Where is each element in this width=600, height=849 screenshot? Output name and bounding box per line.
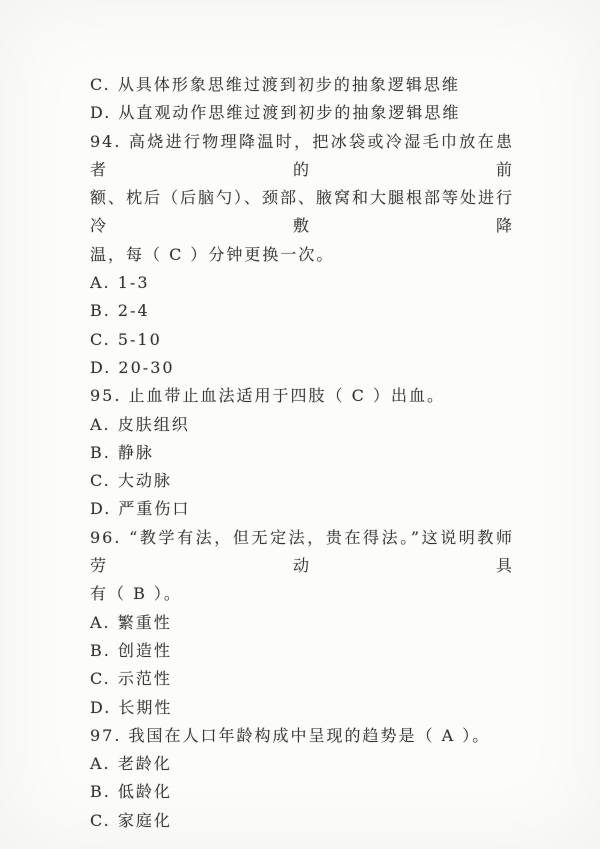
- question-97-option-a: A. 老龄化: [90, 754, 172, 774]
- prev-question-option-d: D. 从直观动作思维过渡到初步的抽象逻辑思维: [90, 103, 461, 123]
- question-97-option-c: C. 家庭化: [90, 810, 172, 830]
- question-94-option-b: B. 2-4: [90, 301, 150, 321]
- prev-question-option-c: C. 从具体形象思维过渡到初步的抽象逻辑思维: [90, 75, 460, 94]
- question-95-option-c: C. 大动脉: [90, 471, 172, 491]
- question-94-line-3: 温，每（ C ）分钟更换一次。: [90, 244, 335, 264]
- question-94-option-c: C. 5-10: [90, 329, 162, 349]
- question-96-option-c: C. 示范性: [90, 669, 172, 689]
- question-95-option-d: D. 严重伤口: [90, 499, 191, 519]
- question-96-option-b: B. 创造性: [90, 640, 172, 660]
- question-96-line-1: 96. “教学有法，但无定法，贵在得法。”这说明教师劳动具: [90, 527, 514, 576]
- question-94-line-2: 额、枕后（后脑勺）、颈部、腋窝和大腿根部等处进行冷敷降: [90, 188, 515, 236]
- question-95-option-b: B. 静脉: [90, 442, 154, 462]
- question-96-line-2: 有（ B ）。: [90, 584, 182, 604]
- question-95-option-a: A. 皮肤组织: [90, 414, 190, 434]
- question-97-option-b: B. 低龄化: [90, 782, 172, 802]
- question-96-option-d: D. 长期性: [90, 697, 173, 717]
- question-96-option-a: A. 繁重性: [90, 612, 172, 632]
- question-94-option-a: A. 1-3: [90, 273, 150, 293]
- question-94-line-1: 94. 高烧进行物理降温时，把冰袋或冷湿毛巾放在患者的前: [90, 131, 514, 179]
- question-95-text: 95. 止血带止血法适用于四肢（ C ）出血。: [90, 386, 445, 406]
- exam-text-block: [90, 71, 514, 835]
- question-97-text: 97. 我国在人口年龄构成中呈现的趋势是（ A ）。: [90, 725, 491, 745]
- question-94-option-d: D. 20-30: [90, 357, 175, 377]
